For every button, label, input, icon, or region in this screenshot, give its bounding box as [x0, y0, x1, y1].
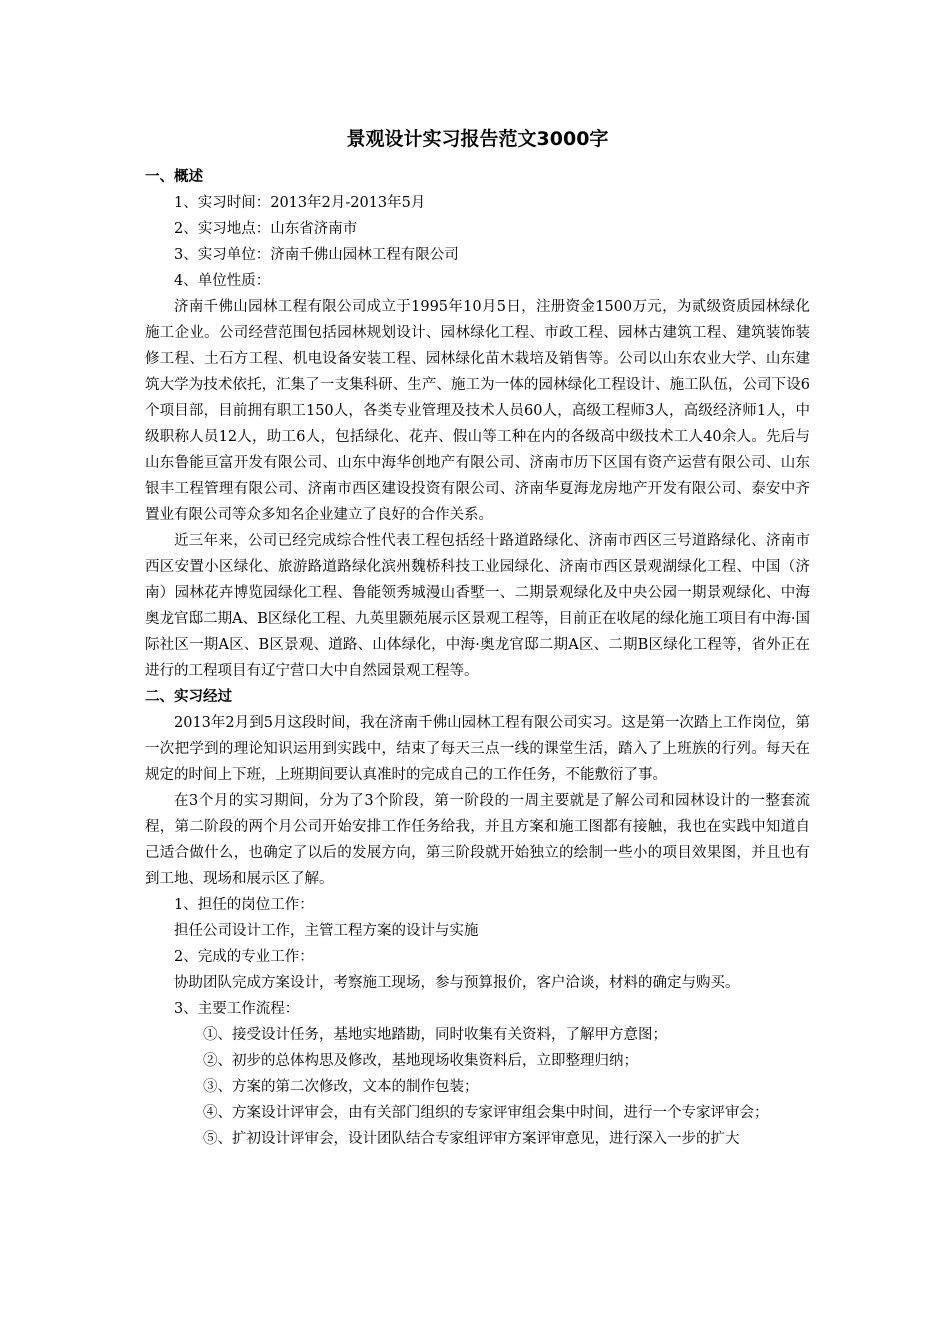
internship-stages-paragraph: 在3个月的实习期间，分为了3个阶段，第一阶段的一周主要就是了解公司和园林设计的一整套流程，第二阶段的两个月公司开始安排工作任务给我，并且方案和施工图都有接触，我也在实践中知道自己适合做什么，也确定了以后的发展方向，第三阶段就开始独立的绘制一些小的项目效果图，并且也有到工地、现场和展示区了解。: [145, 793, 810, 887]
flow-item-5: ⑤、扩初设计评审会，设计团队结合专家组评审方案评审意见，进行深入一步的扩大: [203, 1131, 740, 1147]
flow-item-4: ④、方案设计评审会，由有关部门组织的专家评审组会集中时间，进行一个专家评审会；: [203, 1105, 769, 1121]
section-heading-overview: 一、概述: [145, 169, 203, 185]
document-page: [145, 118, 810, 1152]
section-heading-process: 二、实习经过: [145, 689, 232, 705]
company-intro-paragraph: 济南千佛山园林工程有限公司成立于1995年10月5日，注册资金1500万元，为贰级资质园林绿化施工企业。公司经营范围包括园林规划设计、园林绿化工程、市政工程、园林古建筑工程、建筑装饰装修工程、土石方工程、机电设备安装工程、园林绿化苗木栽培及销售等。公司以山东农业大学、山东建筑大学为技术依托，汇集了一支集科研、生产、施工为一体的园林绿化工程设计、施工队伍，公司下设6个项目部，目前拥有职工150人，各类专业管理及技术人员60人，高级工程师3人，高级经济师1人，中级职称人员12人，助工6人，包括绿化、花卉、假山等工种在内的各级高中级技术工人40余人。先后与山东鲁能亘富开发有限公司、山东中海华创地产有限公司、济南市历下区国有资产运营有限公司、山东银丰工程管理有限公司、济南市西区建设投资有限公司、济南华夏海龙房地产开发有限公司、泰安中齐置业有限公司等众多知名企业建立了良好的合作关系。: [145, 299, 810, 523]
overview-item-time: 1、实习时间：2013年2月-2013年5月: [174, 195, 426, 211]
overview-item-nature: 4、单位性质：: [174, 273, 271, 289]
internship-intro-paragraph: 2013年2月到5月这段时间，我在济南千佛山园林工程有限公司实习。这是第一次踏上工作岗位，第一次把学到的理论知识运用到实践中，结束了每天三点一线的课堂生活，踏入了上班族的行列。每天在规定的时间上下班，上班期间要认真准时的完成自己的工作任务，不能敷衍了事。: [145, 715, 810, 783]
job-label: 1、担任的岗位工作：: [174, 897, 314, 913]
flow-item-1: ①、接受设计任务，基地实地踏勘，同时收集有关资料，了解甲方意图；: [203, 1027, 667, 1043]
flow-item-2: ②、初步的总体构思及修改，基地现场收集资料后，立即整理归纳；: [203, 1053, 638, 1069]
work-text: 协助团队完成方案设计，考察施工现场，参与预算报价，客户洽谈，材料的确定与购买。: [174, 975, 740, 991]
overview-item-company: 3、实习单位：济南千佛山园林工程有限公司: [174, 247, 459, 263]
flow-item-3: ③、方案的第二次修改，文本的制作包装；: [203, 1079, 479, 1095]
document-title: 景观设计实习报告范文3000字: [346, 128, 609, 150]
projects-paragraph: 近三年来，公司已经完成综合性代表工程包括经十路道路绿化、济南市西区三号道路绿化、济南市西区安置小区绿化、旅游路道路绿化滨州魏桥科技工业园绿化、济南市西区景观湖绿化工程、中国（济南）园林花卉博览园绿化工程、鲁能领秀城漫山香墅一、二期景观绿化及中央公园一期景观绿化、中海奥龙官邸二期A、B区绿化工程、九英里颢苑展示区景观工程等，目前正在收尾的绿化施工项目有中海·国际社区一期A区、B区景观、道路、山体绿化，中海·奥龙官邸二期A区、二期B区绿化工程等，省外正在进行的工程项目有辽宁营口大中自然园景观工程等。: [145, 533, 810, 679]
work-label: 2、完成的专业工作：: [174, 949, 314, 965]
job-text: 担任公司设计工作，主管工程方案的设计与实施: [174, 923, 479, 939]
overview-item-location: 2、实习地点：山东省济南市: [174, 221, 358, 237]
flow-label: 3、主要工作流程：: [174, 1001, 300, 1017]
